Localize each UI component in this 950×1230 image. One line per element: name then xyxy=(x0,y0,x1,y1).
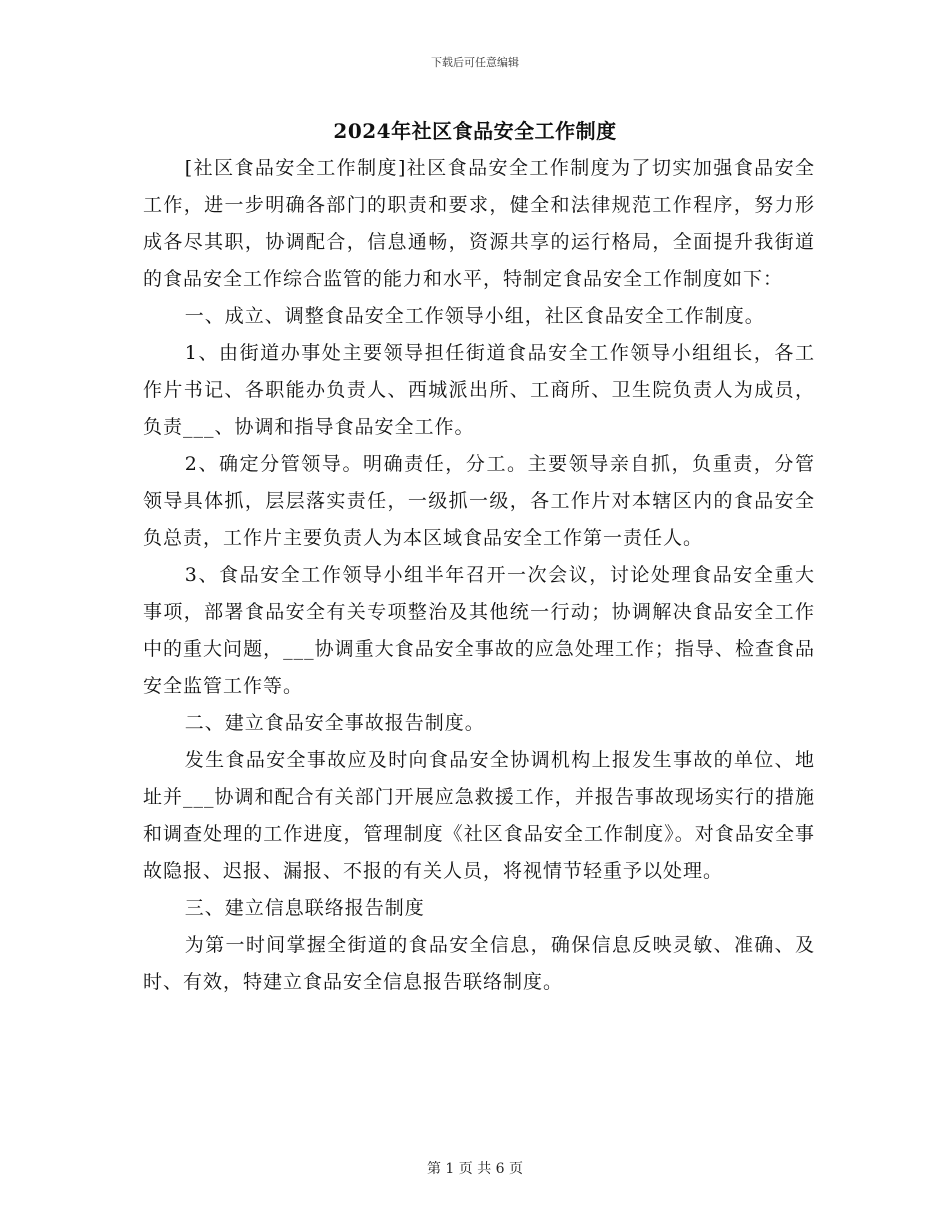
paragraph-item-3: 3、食品安全工作领导小组半年召开一次会议，讨论处理食品安全重大事项，部署食品安全有关专项整治及其他统一行动；协调解决食品安全工作中的重大问题，___协调重大食品安全事故的应急处理工作；指导、检查食品安全监管工作等。 xyxy=(143,564,815,697)
paragraph-intro: [社区食品安全工作制度]社区食品安全工作制度为了切实加强食品安全工作，进一步明确各部门的职责和要求，健全和法律规范工作程序，努力形成各尽其职，协调配合，信息通畅，资源共享的运行格局，全面提升我街道的食品安全工作综合监管的能力和水平，特制定食品安全工作制度如下： xyxy=(143,157,815,290)
paragraph-section-3-heading: 三、建立信息联络报告制度 xyxy=(184,897,425,919)
paragraph-section-3-body: 为第一时间掌握全街道的食品安全信息，确保信息反映灵敏、准确、及时、有效，特建立食品安全信息报告联络制度。 xyxy=(143,934,815,993)
document-body xyxy=(143,150,815,1001)
page-number: 第 1 页 共 6 页 xyxy=(426,1161,524,1177)
header-note: 下载后可任意编辑 xyxy=(431,56,519,69)
paragraph-section-2-body: 发生食品安全事故应及时向食品安全协调机构上报发生事故的单位、地址并___协调和配合有关部门开展应急救援工作，并报告事故现场实行的措施和调查处理的工作进度，管理制度《社区食品安全工作制度》。对食品安全事故隐报、迟报、漏报、不报的有关人员，将视情节轻重予以处理。 xyxy=(143,749,815,882)
paragraph-section-1-heading: 一、成立、调整食品安全工作领导小组，社区食品安全工作制度。 xyxy=(184,305,765,327)
paragraph-item-1: 1、由街道办事处主要领导担任街道食品安全工作领导小组组长，各工作片书记、各职能办负责人、西城派出所、工商所、卫生院负责人为成员，负责___、协调和指导食品安全工作。 xyxy=(143,342,815,438)
paragraph-section-2-heading: 二、建立食品安全事故报告制度。 xyxy=(184,712,485,734)
paragraph-item-2: 2、确定分管领导。明确责任，分工。主要领导亲自抓，负重责，分管领导具体抓，层层落实责任，一级抓一级，各工作片对本辖区内的食品安全负总责，工作片主要负责人为本区域食品安全工作第一责任人。 xyxy=(143,453,815,549)
document-title: 2024年社区食品安全工作制度 xyxy=(333,119,617,143)
